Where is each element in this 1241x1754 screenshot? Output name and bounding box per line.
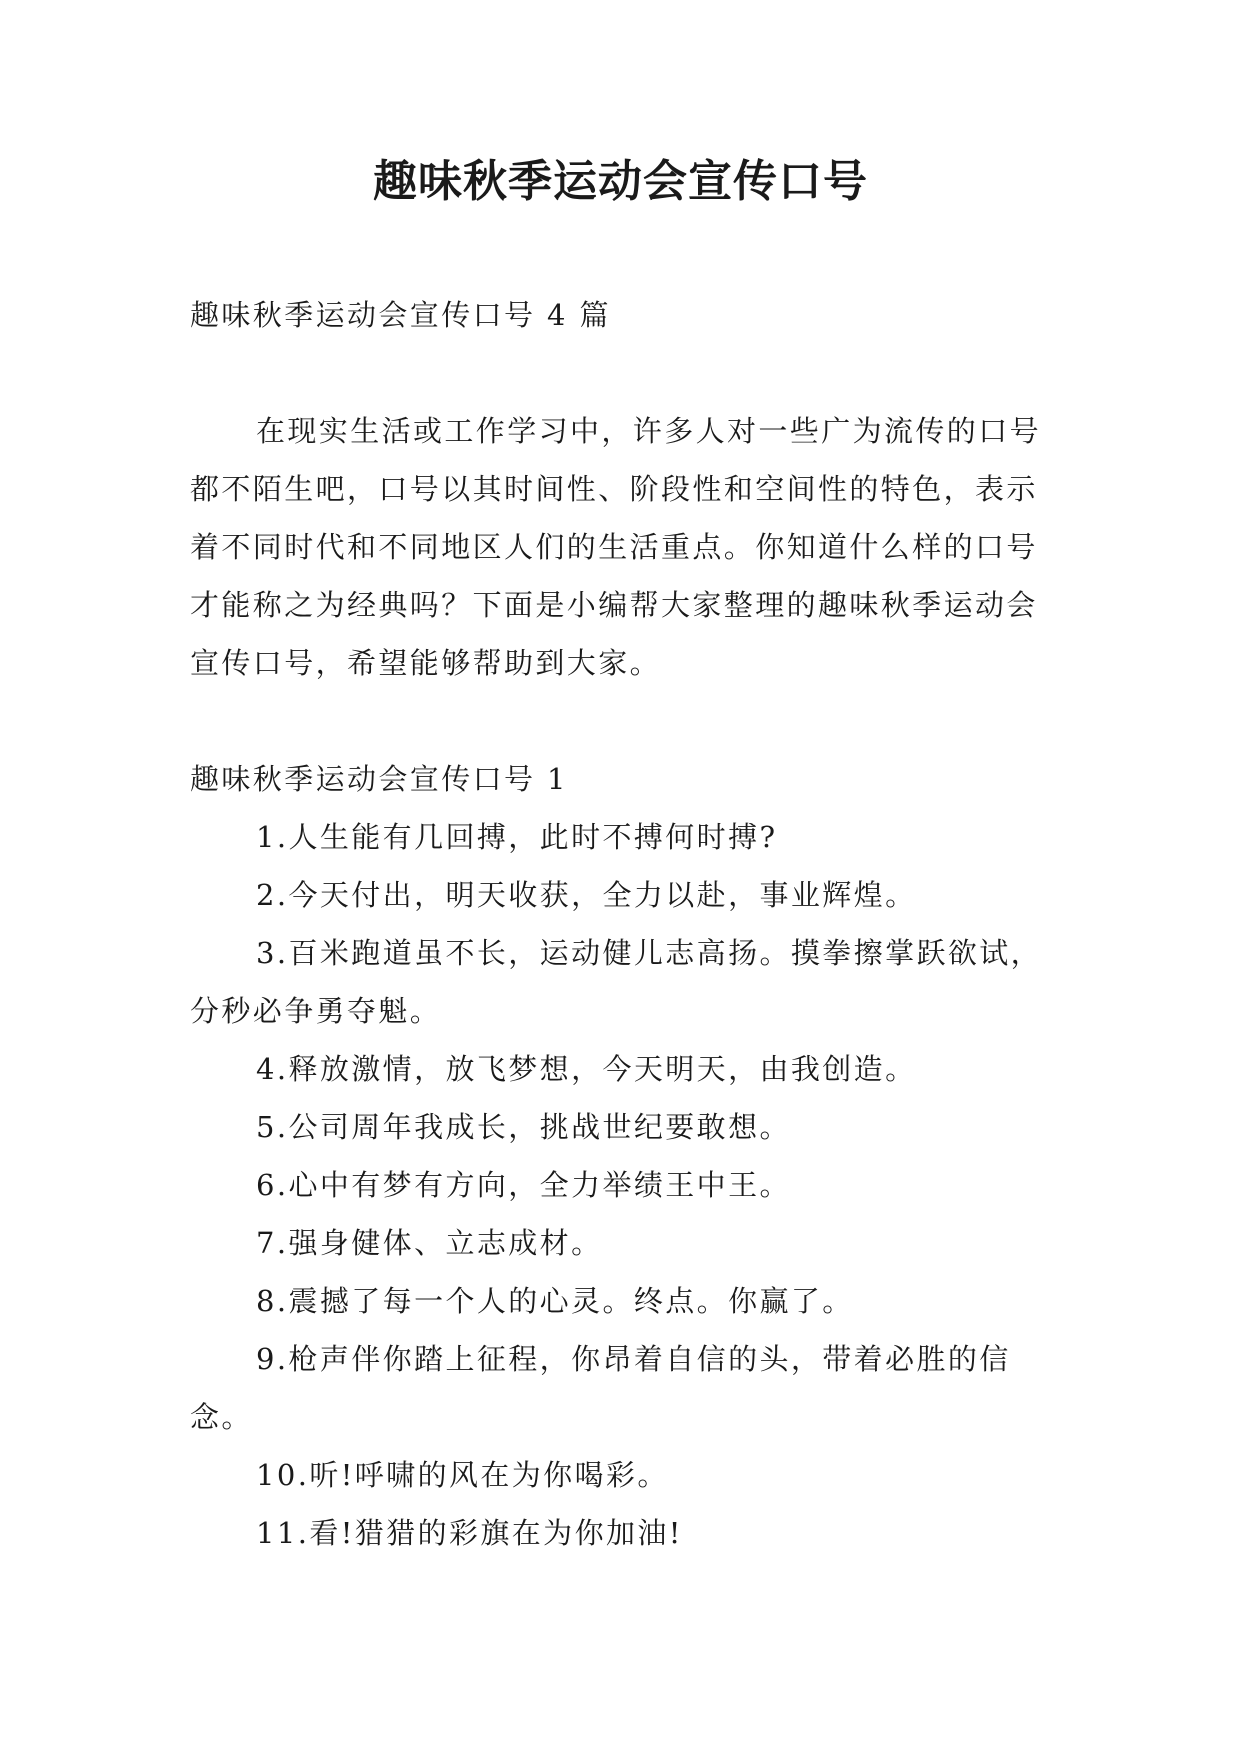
slogan-item: 2.今天付出，明天收获，全力以赴，事业辉煌。 (256, 878, 917, 912)
slogan-item: 5.公司周年我成长，挑战世纪要敢想。 (256, 1110, 791, 1144)
slogan-item: 6.心中有梦有方向，全力举绩王中王。 (256, 1168, 791, 1202)
slogan-item: 3.百米跑道虽不长，运动健儿志高扬。摸拳擦掌跃欲试，分秒必争勇夺魁。 (190, 936, 1043, 1028)
document-subtitle: 趣味秋季运动会宣传口号 4 篇 (190, 298, 611, 332)
section-heading: 趣味秋季运动会宣传口号 1 (190, 762, 568, 796)
slogan-item: 4.释放激情，放飞梦想，今天明天，由我创造。 (256, 1052, 917, 1086)
spacer (190, 344, 1065, 402)
slogan-item: 1.人生能有几回搏，此时不搏何时搏? (256, 820, 778, 854)
spacer (190, 692, 1065, 750)
slogan-item: 9.枪声伴你踏上征程，你昂着自信的头，带着必胜的信念。 (190, 1342, 1011, 1434)
slogan-item: 8.震撼了每一个人的心灵。终点。你赢了。 (256, 1284, 854, 1318)
document-title: 趣味秋季运动会宣传口号 (373, 156, 868, 207)
document-body (190, 286, 1065, 1562)
slogan-item: 7.强身健体、立志成材。 (256, 1226, 603, 1260)
intro-paragraph: 在现实生活或工作学习中，许多人对一些广为流传的口号都不陌生吧，口号以其时间性、阶段性和空间性的特色，表示着不同时代和不同地区人们的生活重点。你知道什么样的口号才能称之为经典吗？下面是小编帮大家整理的趣味秋季运动会宣传口号，希望能够帮助到大家。 (190, 414, 1042, 680)
slogan-item: 11.看!猎猎的彩旗在为你加油! (256, 1516, 683, 1550)
slogan-item: 10.听!呼啸的风在为你喝彩。 (256, 1458, 669, 1492)
